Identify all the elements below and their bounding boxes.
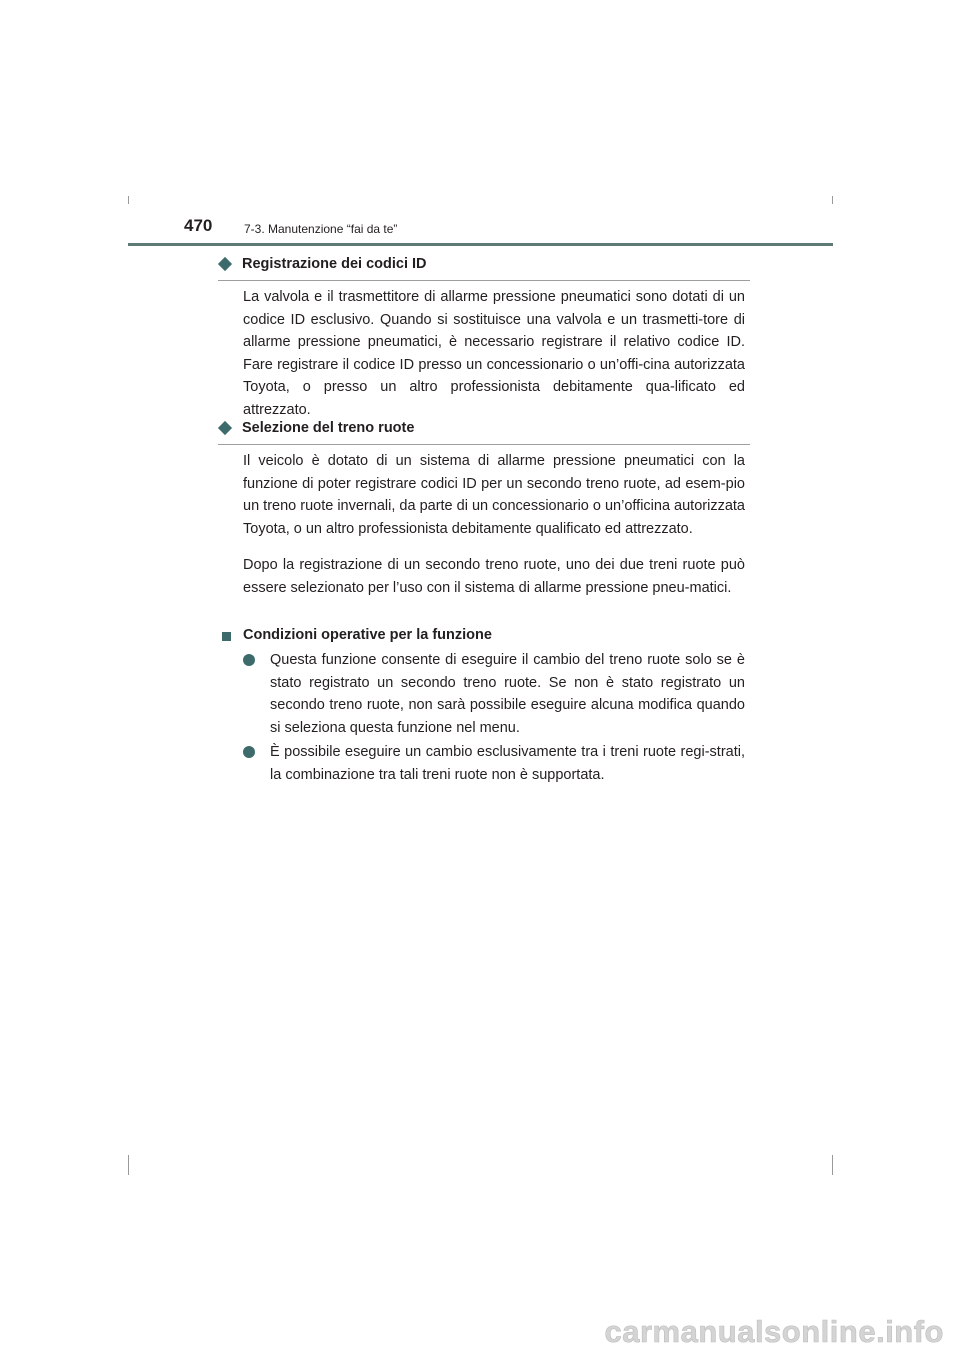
subheading-id-registration — [218, 256, 750, 281]
subheading-text: Registrazione dei codici ID — [242, 256, 427, 272]
subheading-text: Selezione del treno ruote — [242, 420, 415, 436]
diamond-icon — [218, 257, 232, 271]
page-number: 470 — [184, 216, 213, 235]
subheading-wheel-set-selection — [218, 420, 750, 445]
paragraph-wheel-set-selection: Dopo la registrazione di un secondo treno ruote, uno dei due treni ruote può essere selezionato per l’uso con il sistema di allarme pressione pneu-matici. — [243, 557, 745, 596]
condition-item: È possibile eseguire un cambio esclusivamente tra i treni ruote regi-strati, la combinazione tra tali treni ruote non è supportata. — [270, 744, 745, 783]
section-title: 7-3. Manutenzione “fai da te” — [244, 222, 398, 236]
crop-mark-top-left — [128, 196, 129, 204]
condition-item: Questa funzione consente di eseguire il cambio del treno ruote solo se è stato registrato un secondo treno ruote. Se non è stato registrato un secondo treno ruote, non sarà possibile eseguire alcuna modifica quando si seleziona questa funzione nel menu. — [270, 652, 745, 736]
watermark-logo — [604, 1306, 952, 1352]
svg-text:carmanualsonline.info: carmanualsonline.info — [604, 1314, 944, 1349]
conditions-heading — [222, 627, 742, 647]
bullet-icon — [243, 746, 255, 758]
conditions-heading-text: Condizioni operative per la funzione — [243, 627, 492, 643]
crop-mark-top-right — [832, 196, 833, 204]
paragraph-wheel-set-intro: Il veicolo è dotato di un sistema di allarme pressione pneumatici con la funzione di poter registrare codici ID per un secondo treno ruote, ad esem-pio un treno ruote invernali, da parte di un concessionario o un’officina autorizzata Toyota, o un altro professionista debitamente qualificato ed attrezzato. — [243, 453, 745, 537]
header-rule — [128, 243, 833, 246]
crop-mark-bottom-left — [128, 1155, 129, 1175]
square-bullet-icon — [222, 632, 231, 641]
paragraph-id-registration: La valvola e il trasmettitore di allarme pressione pneumatici sono dotati di un codice ID esclusivo. Quando si sostituisce una valvola e un trasmetti-tore di allarme pressione pneumatici, è necessario registrare il relativo codice ID. Fare registrare il codice ID presso un concessionario o un’offi-cina autorizzata Toyota, o presso un altro professionista debitamente qua-lificato ed attrezzato. — [243, 289, 745, 418]
bullet-icon — [243, 654, 255, 666]
crop-mark-bottom-right — [832, 1155, 833, 1175]
diamond-icon — [218, 421, 232, 435]
